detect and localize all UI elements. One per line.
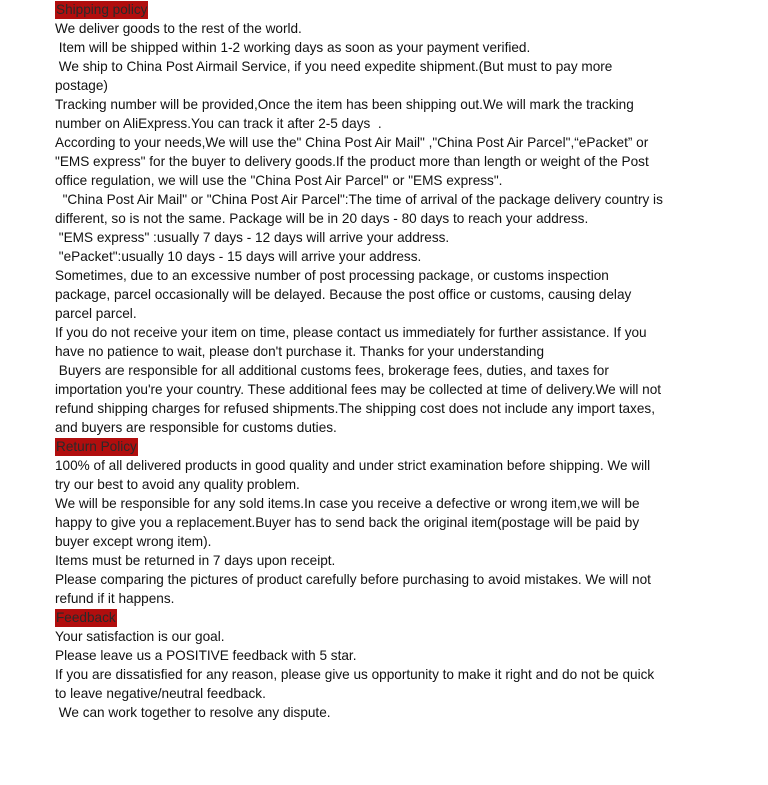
paragraph: Please comparing the pictures of product carefully before purchasing to avoid mistakes. We will not refund if it happens. (55, 572, 655, 606)
section-title-feedback: Feedback (56, 610, 116, 625)
section-feedback (55, 608, 665, 722)
section-title-return-policy: Return Policy (56, 439, 137, 454)
section-return-policy (55, 437, 665, 608)
paragraph: If you do not receive your item on time, please contact us immediately for further assistance. If you have no patience to wait, please don't purchase it. Thanks for your understanding (55, 325, 651, 359)
policy-document (55, 0, 665, 722)
paragraph: "EMS express" :usually 7 days - 12 days will arrive your address. (55, 230, 450, 245)
paragraph: Tracking number will be provided,Once the item has been shipping out.We will mark the tracking number on AliExpress.You can track it after 2-5 days . (55, 97, 638, 131)
paragraph: If you are dissatisfied for any reason, please give us opportunity to make it right and do not be quick to leave negative/neutral feedback. (55, 667, 659, 701)
paragraph: We deliver goods to the rest of the world. (55, 21, 302, 36)
paragraph: Buyers are responsible for all additional customs fees, brokerage fees, duties, and taxes for importation you're your country. These additional fees may be collected at time of delivery.We will not refund shipping charges for refused shipments.The shipping cost does not include any import taxes, and buyers are responsible for customs duties. (55, 363, 665, 435)
paragraph: Sometimes, due to an excessive number of post processing package, or customs inspection package, parcel occasionally will be delayed. Because the post office or customs, causing delay parcel parcel. (55, 268, 636, 321)
paragraph: 100% of all delivered products in good quality and under strict examination before shipping. We will try our best to avoid any quality problem. (55, 458, 654, 492)
paragraph: According to your needs,We will use the" China Post Air Mail" ,"China Post Air Parcel",“ePacket” or "EMS express" for the buyer to delivery goods.If the product more than length or weight of the Post office regulation, we will use the "China Post Air Parcel" or "EMS express". (55, 135, 653, 188)
paragraph: We ship to China Post Airmail Service, if you need expedite shipment.(But must to pay more postage) (55, 59, 617, 93)
paragraph: Items must be returned in 7 days upon receipt. (55, 553, 336, 568)
paragraph: Your satisfaction is our goal. (55, 629, 225, 644)
section-shipping-policy (55, 0, 665, 437)
section-title-shipping-policy: Shipping policy (56, 2, 148, 17)
paragraph: Please leave us a POSITIVE feedback with 5 star. (55, 648, 357, 663)
paragraph: We can work together to resolve any dispute. (55, 705, 331, 720)
paragraph: We will be responsible for any sold items.In case you receive a defective or wrong item,we will be happy to give you a replacement.Buyer has to send back the original item(postage will be paid by buyer except wrong item). (55, 496, 644, 549)
paragraph: "ePacket":usually 10 days - 15 days will arrive your address. (55, 249, 422, 264)
paragraph: "China Post Air Mail" or "China Post Air Parcel":The time of arrival of the package delivery country is different, so is not the same. Package will be in 20 days - 80 days to reach your address. (55, 192, 667, 226)
paragraph: Item will be shipped within 1-2 working days as soon as your payment verified. (55, 40, 531, 55)
